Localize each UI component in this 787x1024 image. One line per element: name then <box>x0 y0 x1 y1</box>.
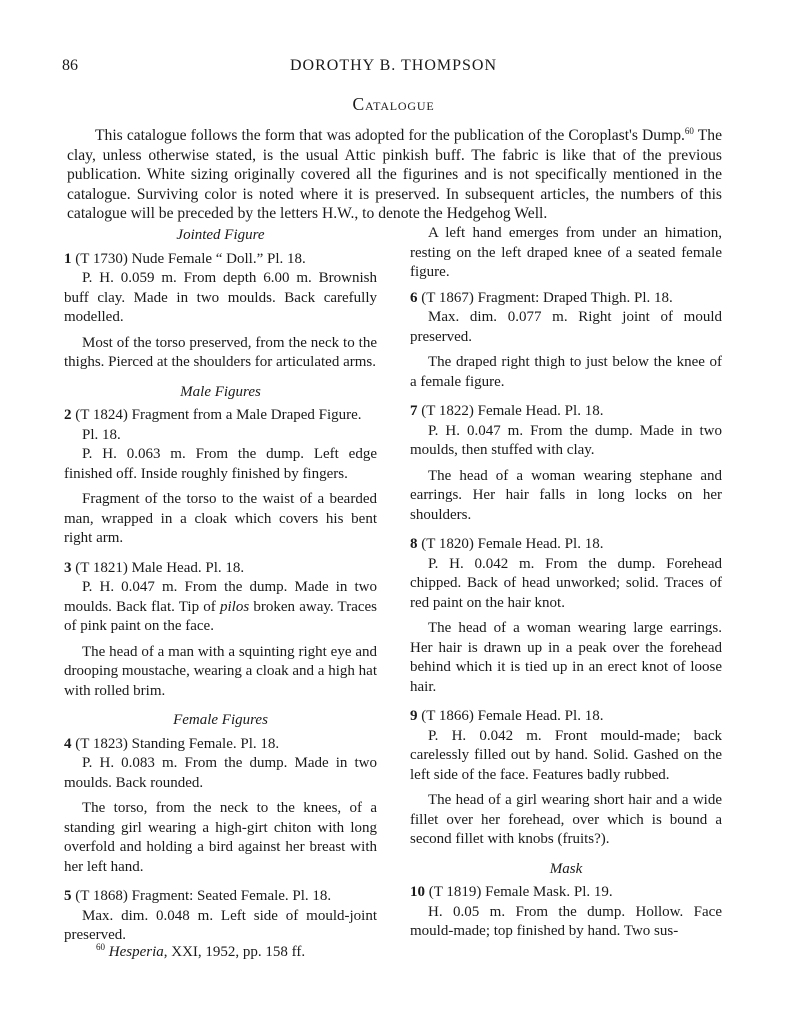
entry-description: The head of a woman wearing large earrings. Her hair is drawn up in a peak over the forehead behind which it is tied up in an erect knot of loose hair. <box>410 620 722 695</box>
catalogue-entry-heading: 3 (T 1821) Male Head. Pl. 18. <box>64 559 245 576</box>
section-title: Catalogue <box>352 94 435 114</box>
entry-description: H. 0.05 m. From the dump. Hollow. Face mould-made; top finished by hand. Two sus- <box>410 903 722 939</box>
catalogue-entry-heading: 9 (T 1866) Female Head. Pl. 18. <box>410 708 604 724</box>
entry-description: Fragment of the torso to the waist of a bearded man, wrapped in a cloak which covers his bent right arm. <box>64 491 377 546</box>
entry-description: P. H. 0.042 m. From the dump. Forehead chipped. Back of head unworked; solid. Traces of red paint on the hair knot. <box>410 555 722 611</box>
footnote-ref: 60 <box>684 125 694 136</box>
entry-description: The head of a woman wearing stephane and earrings. Her hair falls in long locks on her shoulders. <box>410 467 722 523</box>
entry-description: The torso, from the neck to the knees, of a standing girl wearing a high-girt chiton with long overfold and holding a bird against her breast with her left hand. <box>64 800 377 875</box>
catalogue-entry-heading: 4 (T 1823) Standing Female. Pl. 18. <box>64 735 280 752</box>
catalogue-entry-heading: 1 (T 1730) Nude Female “ Doll.” Pl. 18. <box>64 250 306 267</box>
group-heading-male: Male Figures <box>180 383 261 400</box>
entry-description: P. H. 0.083 m. From the dump. Made in two moulds. Back rounded. <box>64 755 377 791</box>
group-heading-mask: Mask <box>549 860 583 877</box>
entry-description: P. H. 0.042 m. Front mould-made; back carelessly filled out by hand. Solid. Gashed on the left side of the face. Features badly rubbed. <box>410 727 722 783</box>
group-heading-female: Female Figures <box>173 712 268 728</box>
entry-description: P. H. 0.047 m. From the dump. Made in two moulds, then stuffed with clay. <box>410 422 722 458</box>
entry-description: The head of a girl wearing short hair and a wide fillet over her forehead, over which is bound a second fillet with knobs (fruits?). <box>410 792 722 847</box>
catalogue-entry-heading: 7 (T 1822) Female Head. Pl. 18. <box>410 403 604 419</box>
right-column <box>410 224 722 948</box>
page-number: 86 <box>62 57 78 74</box>
entry-description: The draped right thigh to just below the knee of a female figure. <box>410 354 722 390</box>
catalogue-entry-heading: 5 (T 1868) Fragment: Seated Female. Pl. 18. <box>64 888 332 904</box>
left-column <box>64 224 377 952</box>
entry-description: P. H. 0.063 m. From the dump. Left edge finished off. Inside roughly finished by fingers. <box>64 446 377 482</box>
catalogue-entry-heading: 6 (T 1867) Fragment: Draped Thigh. Pl. 18. <box>410 289 673 306</box>
group-heading-jointed: Jointed Figure <box>176 227 265 243</box>
entry-description: A left hand emerges from under an himation, resting on the left draped knee of a seated female figure. <box>410 225 722 280</box>
catalogue-entry-heading: 10 (T 1819) Female Mask. Pl. 19. <box>410 884 613 900</box>
intro-paragraph: This catalogue follows the form that was adopted for the publication of the Coroplast's Dump.$^{60}$ The clay, unless otherwise stated, is the usual Attic pinkish buff. The fabric is like that of the previous publication. White sizing originally covered all the figurines and is not specifically mentioned in the catalogue. Surviving color is noted where it is preserved. In subsequent articles, the numbers of this catalogue will be preceded by the letters H.W., to denote the Hedgehog Well. <box>67 125 722 222</box>
catalogue-entry-heading: 2 (T 1824) Fragment from a Male Draped Figure. Pl. 18. <box>64 407 362 443</box>
entry-description: The head of a man with a squinting right eye and drooping moustache, wearing a cloak and a high hat with rolled brim. <box>64 643 377 699</box>
entry-description: Most of the torso preserved, from the neck to the thighs. Pierced at the shoulders for articulated arms. <box>64 334 377 370</box>
entry-description: P. H. 0.059 m. From depth 6.00 m. Brownish buff clay. Made in two moulds. Back carefully modelled. <box>64 270 377 325</box>
catalogue-entry-heading: 8 (T 1820) Female Head. Pl. 18. <box>410 536 604 552</box>
footnote: $^{60}$ Hesperia, XXI, 1952, pp. 158 ff. <box>96 942 306 960</box>
running-title: DOROTHY B. THOMPSON <box>289 57 498 74</box>
entry-description: Max. dim. 0.077 m. Right joint of mould preserved. <box>410 309 722 345</box>
entry-description: P. H. 0.047 m. From the dump. Made in two moulds. Back flat. Tip of pilos broken away. Traces of pink paint on the face. <box>64 579 377 634</box>
entry-description: Max. dim. 0.048 m. Left side of mould-joint preserved. <box>64 907 377 943</box>
